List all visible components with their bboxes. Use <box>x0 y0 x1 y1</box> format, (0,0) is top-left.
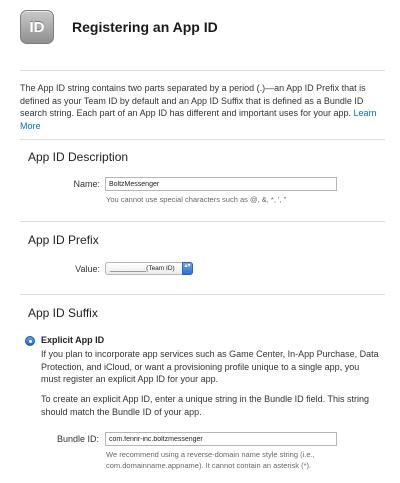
value-label: Value: <box>75 264 100 274</box>
bundle-id-label: Bundle ID: <box>56 434 99 444</box>
team-id-selected-value: __________(Team ID) <box>110 265 175 272</box>
intro-paragraph <box>20 82 380 132</box>
explicit-app-id-instructions: To create an explicit App ID, enter a unique string in the Bundle ID field. This string should match the Bundle ID of your app. <box>41 394 370 417</box>
explicit-app-id-label: Explicit App ID <box>41 335 105 345</box>
section-title-prefix: App ID Prefix <box>28 233 99 247</box>
app-id-icon: ID <box>20 10 54 44</box>
explicit-app-id-description: If you plan to incorporate app services such as Game Center, In-App Purchase, Data Protection, and iCloud, or want a provisioning profile unique to a single app, you must register an explicit App ID for your app. <box>41 349 379 384</box>
section-title-description: App ID Description <box>28 150 129 164</box>
name-input[interactable] <box>105 177 337 191</box>
bundle-id-hint: We recommend using a reverse-domain name style string (i.e., com.domainname.appname). It cannot contain an asterisk (*). <box>106 450 315 470</box>
learn-more-link[interactable]: Learn More <box>20 108 377 131</box>
divider <box>20 139 385 140</box>
explicit-app-id-radio[interactable] <box>25 336 35 346</box>
page-title: Registering an App ID <box>72 19 218 35</box>
divider <box>20 294 385 295</box>
divider <box>20 70 385 71</box>
name-label: Name: <box>73 179 100 189</box>
team-id-select[interactable] <box>105 262 193 275</box>
divider <box>20 221 385 222</box>
intro-text: The App ID string contains two parts separated by a period (.)—an App ID Prefix that is defined as your Team ID by default and an App ID Suffix that is defined as a Bundle ID search string. Each part of an App ID has different and important uses for your app. <box>20 83 366 118</box>
select-stepper-icon: ▴▾ <box>182 262 193 275</box>
bundle-id-input[interactable] <box>105 432 337 446</box>
name-hint: You cannot use special characters such as @, &, *, ', " <box>106 195 287 204</box>
section-title-suffix: App ID Suffix <box>28 306 98 320</box>
page-header <box>0 0 400 62</box>
